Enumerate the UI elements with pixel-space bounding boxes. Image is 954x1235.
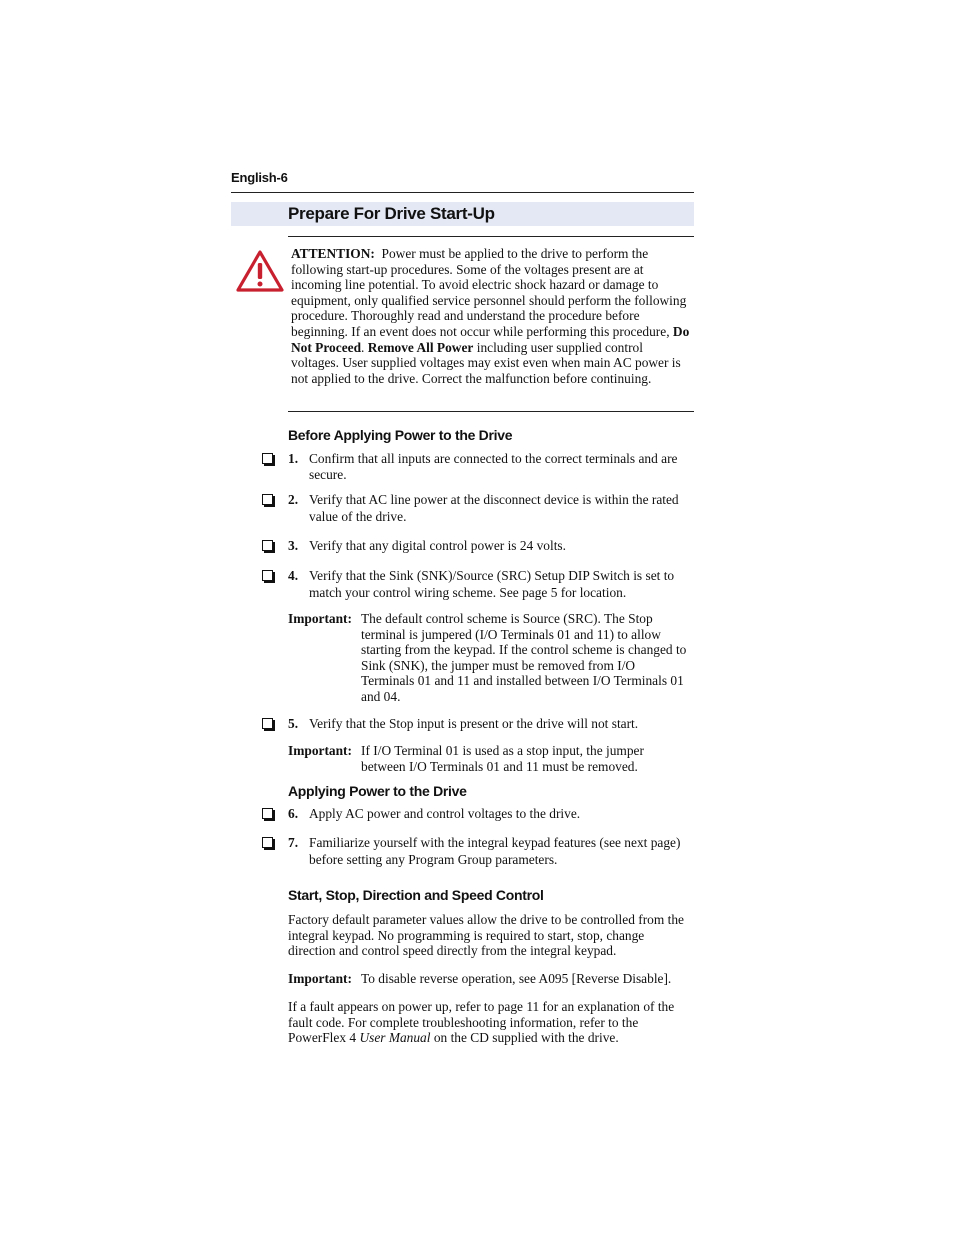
user-manual-title: User Manual xyxy=(359,1030,431,1046)
checkbox-icon[interactable] xyxy=(262,540,273,551)
step-text: Verify that the Stop input is present or the drive will not start. xyxy=(309,716,639,731)
checkbox-icon[interactable] xyxy=(262,808,273,819)
attention-bold-remove-all-power: Remove All Power xyxy=(367,339,474,355)
step-number: 6. xyxy=(288,806,299,821)
control-paragraph: Factory default parameter values allow the drive to be controlled from the integral keypad. No programming is required to start, stop, change direction and control speed directly from the integral keypad. xyxy=(288,912,684,959)
step-number: 4. xyxy=(288,568,299,583)
important-label: Important: xyxy=(288,611,352,626)
step-text: Verify that AC line power at the disconnect device is within the rated value of the drive. xyxy=(309,492,679,524)
attention-label: ATTENTION: xyxy=(291,246,375,261)
step-text: Familiarize yourself with the integral keypad features (see next page) before setting any Program Group parameters. xyxy=(309,835,681,867)
warning-triangle-icon xyxy=(236,249,284,293)
attention-separator: . xyxy=(361,339,365,355)
important-label: Important: xyxy=(288,971,352,986)
important-label: Important: xyxy=(288,743,352,758)
checkbox-icon[interactable] xyxy=(262,718,273,729)
step-text: Verify that any digital control power is 24 volts. xyxy=(309,538,566,553)
important-text: If I/O Terminal 01 is used as a stop input, the jumper between I/O Terminals 01 and 11 must be removed. xyxy=(361,743,644,774)
attention-body-b: including user supplied control voltages. User supplied voltages may exist even when main AC power is not applied to the drive. Correct the malfunction before continuing. xyxy=(291,339,681,386)
important-text: To disable reverse operation, see A095 [Reverse Disable]. xyxy=(361,971,672,986)
section-title: Prepare For Drive Start-Up xyxy=(288,204,495,223)
step-number: 2. xyxy=(288,492,299,507)
checkbox-icon[interactable] xyxy=(262,494,273,505)
page-label: English-6 xyxy=(231,170,288,185)
attention-rule-bottom xyxy=(288,411,694,412)
step-number: 5. xyxy=(288,716,299,731)
checkbox-icon[interactable] xyxy=(262,570,273,581)
step-text: Confirm that all inputs are connected to the correct terminals and are secure. xyxy=(309,451,678,482)
step-text: Verify that the Sink (SNK)/Source (SRC) Setup DIP Switch is set to match your control wiring scheme. See page 5 for location. xyxy=(309,568,675,600)
attention-rule-top xyxy=(288,236,694,237)
attention-bold-do-not-proceed: Do Not Proceed xyxy=(291,323,690,355)
applying-power-heading: Applying Power to the Drive xyxy=(288,783,467,799)
step-number: 1. xyxy=(288,451,299,466)
step-number: 3. xyxy=(288,538,299,553)
fault-text-b: on the CD supplied with the drive. xyxy=(433,1030,619,1046)
step-text: Apply AC power and control voltages to the drive. xyxy=(309,806,581,821)
checkbox-icon[interactable] xyxy=(262,453,273,464)
before-power-heading: Before Applying Power to the Drive xyxy=(288,427,513,443)
fault-paragraph xyxy=(288,999,694,1046)
header-rule xyxy=(231,192,694,193)
attention-text xyxy=(291,246,691,386)
step-number: 7. xyxy=(288,835,299,850)
checkbox-icon[interactable] xyxy=(262,837,273,848)
fault-text-a: If a fault appears on power up, refer to page 11 for an explanation of the fault code. For complete troubleshooting information, refer to the PowerFlex 4 xyxy=(288,999,675,1046)
control-heading: Start, Stop, Direction and Speed Control xyxy=(288,887,544,903)
important-text: The default control scheme is Source (SRC). The Stop terminal is jumpered (I/O Terminals 01 and 11) to allow starting from the keypad. If the control scheme is changed to Sink (SNK), the jumper must be removed from I/O Terminals 01 and 11 and installed between I/O Terminals 01 and 04. xyxy=(361,611,687,704)
attention-body-a: Power must be applied to the drive to perform the following start-up procedures. Some of the voltages present are at incoming line potential. To avoid electric shock hazard or damage to equipment, only qualified service personnel should perform the following procedure. Thoroughly read and understand the procedure before beginning. If an event does not occur while performing this procedure, xyxy=(291,246,687,339)
